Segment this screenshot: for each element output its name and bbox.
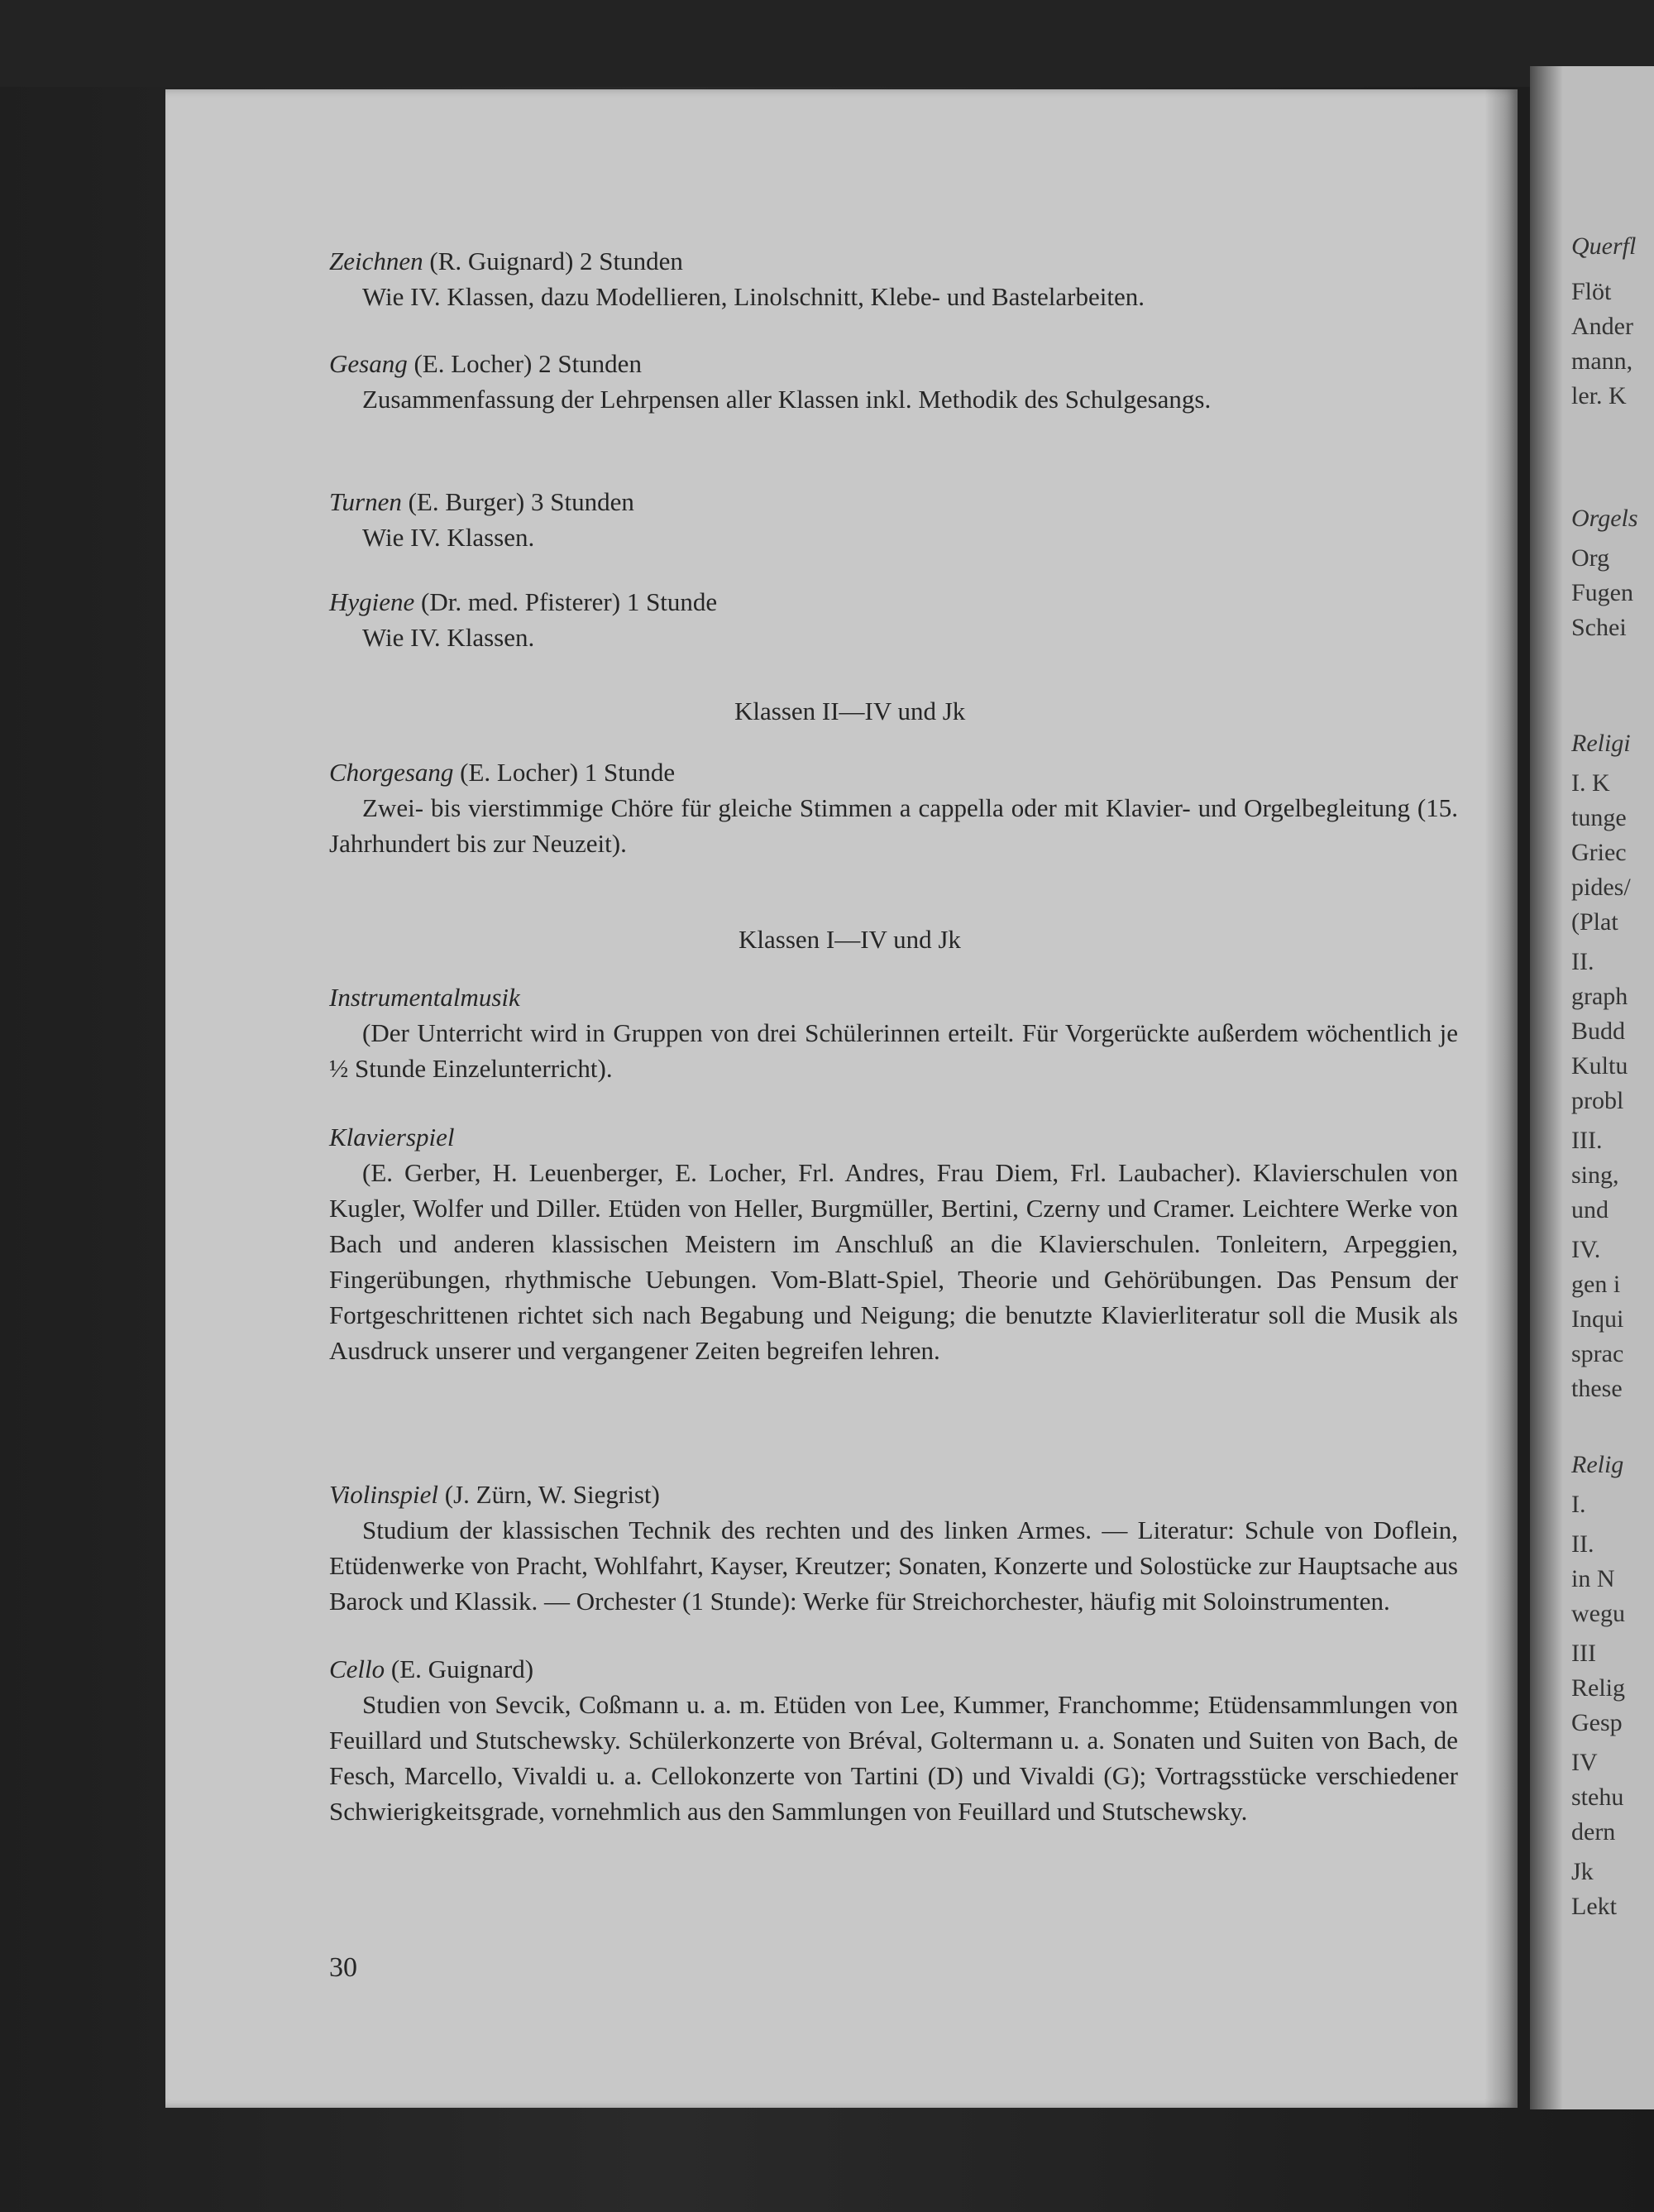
section-heading (329, 584, 1458, 620)
subject-info: (J. Zürn, W. Siegrist) (444, 1480, 660, 1509)
next-page-fragment: Querfl (1571, 232, 1637, 260)
subject-info: (R. Guignard) 2 Stunden (429, 247, 683, 275)
section-text: (E. Gerber, H. Leuenberger, E. Locher, Frl. Andres, Frau Diem, Frl. Laubacher). Klavierschulen von Kugler, Wolfer und Diller. Etüden von Heller, Burgmüller, Bertini, Czerny und Cramer. Leichtere Werke von Bach und anderen klassischen Meistern im Anschluß an die Klavierschulen. Tonleitern, Arpeggien, Fingerübungen, rhythmische Uebungen. Vom-Blatt-Spiel, Theorie und Gehörübungen. Das Pensum der Fortgeschrittenen richtet sich nach Begabung und Neigung; die benutzte Klavierliteratur soll die Musik als Ausdruck unserer und vergangener Zeiten begreifen lehren. (329, 1158, 1458, 1365)
subject-name: Gesang (329, 349, 408, 378)
next-page-fragment: Flöt (1571, 278, 1612, 305)
next-page-fragment: wegu (1571, 1600, 1625, 1627)
next-page-fragment: Ander (1571, 313, 1633, 340)
next-page-fragment: IV. (1571, 1236, 1601, 1263)
next-page-fragment: probl (1571, 1087, 1624, 1114)
section-zeichnen (329, 243, 1458, 314)
subject-info: (E. Guignard) (390, 1654, 534, 1683)
next-page-fragment: Jk (1571, 1858, 1594, 1885)
next-page-fragment: I. K (1571, 769, 1610, 797)
next-page-fragment: Gesp (1571, 1709, 1623, 1736)
section-text: Zusammenfassung der Lehrpensen aller Klassen inkl. Methodik des Schulgesangs. (362, 385, 1212, 414)
page-number: 30 (329, 1952, 357, 1983)
subject-name: Chorgesang (329, 758, 454, 787)
next-page-fragment: Org (1571, 544, 1610, 572)
next-page-fragment: Relig (1571, 1674, 1625, 1702)
subject-name: Violinspiel (329, 1480, 439, 1509)
section-cello (329, 1651, 1458, 1829)
subject-info: (E. Locher) 1 Stunde (460, 758, 676, 787)
next-page-fragment: II. (1571, 948, 1594, 975)
page-gutter-shadow (1484, 89, 1518, 2108)
next-page-fragment: Religi (1571, 730, 1631, 757)
section-heading (329, 484, 1458, 519)
subject-name: Zeichnen (329, 247, 423, 275)
next-page-fragment: Orgels (1571, 505, 1638, 532)
subject-info: (E. Locher) 2 Stunden (414, 349, 642, 378)
next-page-fragment: tunge (1571, 804, 1627, 831)
section-chorgesang (329, 754, 1458, 861)
next-page-fragment: stehu (1571, 1783, 1624, 1811)
next-page-fragment: mann, (1571, 347, 1633, 375)
subject-name: Cello (329, 1654, 385, 1683)
next-page-fragment: graph (1571, 983, 1628, 1010)
scan-top-border (0, 0, 1654, 87)
section-heading (329, 1119, 1458, 1155)
section-heading (329, 754, 1458, 790)
next-page-edge (1530, 66, 1654, 2109)
next-page-fragment: Kultu (1571, 1052, 1628, 1080)
next-page-fragment: Budd (1571, 1017, 1626, 1045)
next-page-fragment: in N (1571, 1565, 1615, 1592)
subject-name: Hygiene (329, 587, 415, 616)
next-page-fragment: Inqui (1571, 1305, 1624, 1333)
section-heading (329, 1651, 1458, 1687)
next-page-fragment: Lekt (1571, 1893, 1617, 1920)
section-text: Wie IV. Klassen, dazu Modellieren, Linolschnitt, Klebe- und Bastelarbeiten. (362, 282, 1145, 311)
section-turnen (329, 484, 1458, 555)
section-text: Zwei- bis vierstimmige Chöre für gleiche Stimmen a cappella oder mit Klavier- und Orgelbegleitung (15. Jahrhundert bis zur Neuzeit). (329, 793, 1458, 858)
section-instrumentalmusik (329, 979, 1458, 1086)
next-page-fragment: Fugen (1571, 579, 1633, 606)
section-text: Studium der klassischen Technik des rechten und des linken Armes. — Literatur: Schule von Doflein, Etüdenwerke von Pracht, Wohlfahrt, Kayser, Kreutzer; Sonaten, Konzerte und Solostücke zur Hauptsache aus Barock und Klassik. — Orchester (1 Stunde): Werke für Streichorchester, häufig mit Soloinstrumenten. (329, 1515, 1458, 1616)
heading-klassen-II-IV: Klassen II—IV und Jk (734, 697, 966, 725)
section-violinspiel (329, 1477, 1458, 1619)
section-text: (Der Unterricht wird in Gruppen von drei Schülerinnen erteilt. Für Vorgerückte außerdem wöchentlich je ½ Stunde Einzelunterricht). (329, 1018, 1458, 1083)
section-gesang (329, 346, 1458, 417)
next-page-fragment: Relig (1571, 1451, 1624, 1478)
next-page-shadow (1530, 66, 1563, 2109)
subject-name: Turnen (329, 487, 402, 516)
next-page-fragment: these (1571, 1375, 1623, 1402)
section-klavierspiel (329, 1119, 1458, 1368)
next-page-fragment: IV (1571, 1749, 1598, 1776)
next-page-fragment: Griec (1571, 839, 1627, 866)
next-page-fragment: gen i (1571, 1271, 1621, 1298)
subject-info: (E. Burger) 3 Stunden (408, 487, 634, 516)
subject-name: Klavierspiel (329, 1123, 455, 1151)
next-page-fragment: II. (1571, 1530, 1594, 1558)
section-heading (329, 979, 1458, 1015)
section-hygiene (329, 584, 1458, 655)
next-page-fragment: sprac (1571, 1340, 1624, 1367)
section-text: Wie IV. Klassen. (362, 523, 535, 552)
next-page-fragment: pides/ (1571, 874, 1631, 901)
next-page-fragment: III (1571, 1640, 1596, 1667)
next-page-fragment: sing, (1571, 1161, 1619, 1189)
section-text: Studien von Sevcik, Coßmann u. a. m. Etüden von Lee, Kummer, Franchomme; Etüdensammlungen von Feuillard und Stutschewsky. Schülerkonzerte von Bréval, Goltermann u. a. Sonaten und Suiten von Bach, de Fesch, Marcello, Vivaldi u. a. Cellokonzerte von Tartini (D) und Vivaldi (G); Vortragsstücke verschiedener Schwierigkeitsgrade, vornehmlich aus den Sammlungen von Feuillard und Stutschewsky. (329, 1690, 1458, 1826)
section-heading (329, 1477, 1458, 1512)
next-page-fragment: III. (1571, 1127, 1603, 1154)
next-page-fragment: I. (1571, 1491, 1586, 1518)
next-page-fragment: ler. K (1571, 382, 1627, 409)
subject-info: (Dr. med. Pfisterer) 1 Stunde (421, 587, 718, 616)
next-page-fragment: (Plat (1571, 908, 1618, 936)
section-text: Wie IV. Klassen. (362, 623, 535, 652)
subject-name: Instrumentalmusik (329, 983, 520, 1012)
next-page-fragment: und (1571, 1196, 1609, 1223)
section-heading (329, 243, 1458, 279)
next-page-fragment: Schei (1571, 614, 1627, 641)
heading-klassen-I-IV: Klassen I—IV und Jk (739, 925, 961, 954)
next-page-fragment: dern (1571, 1818, 1616, 1846)
section-heading (329, 346, 1458, 381)
